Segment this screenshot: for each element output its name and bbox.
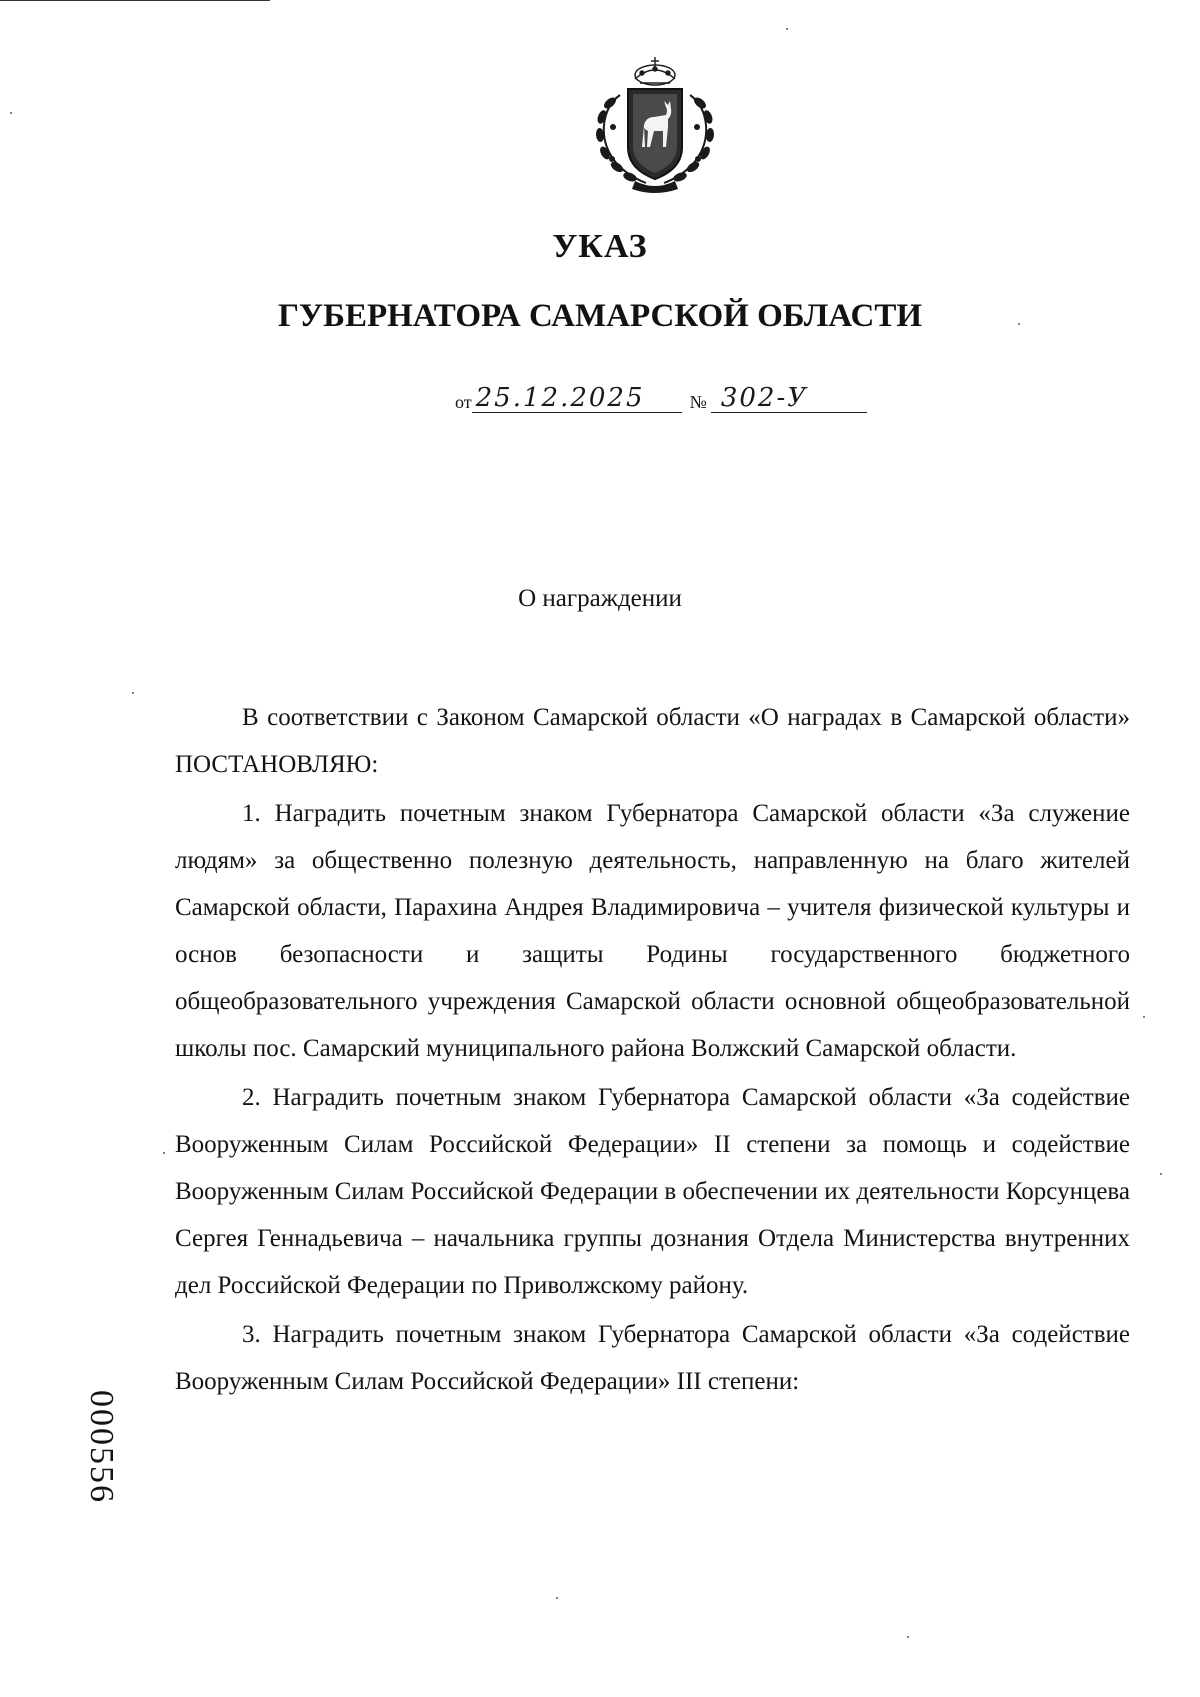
item-2-paragraph: 2. Наградить почетным знаком Губернатора Самарской области «За содействие Вооруженным Силам Российской Федерации» II степени за помощь и содействие Вооруженным Силам Российской Федерации в обеспечении их деятельности Корсунцева Сергея Геннадьевича – начальника группы дознания Отдела Министерства внутренних дел Российской Федерации по Приволжскому району.: [175, 1084, 1130, 1299]
document-type-title: УКАЗ: [552, 228, 648, 265]
scan-speck: [163, 1152, 165, 1154]
scan-speck: [10, 112, 12, 114]
scan-speck: [132, 692, 134, 694]
coat-of-arms-icon: [580, 55, 730, 195]
item-1-paragraph: 1. Наградить почетным знаком Губернатора Самарской области «За служение людям» за общественно полезную деятельность, направленную на благо жителей Самарской области, Парахина Андрея Владимировича – учителя физической культуры и основ безопасности и защиты Родины государственного бюджетного общеобразовательного учреждения Самарской области основной общеобразовательной школы пос. Самарский муниципального района Волжский Самарской области.: [175, 800, 1130, 1062]
scan-speck: [556, 1597, 558, 1599]
decree-body: [175, 694, 1130, 1407]
issuer-title: ГУБЕРНАТОРА САМАРСКОЙ ОБЛАСТИ: [277, 298, 923, 334]
scan-edge-line: [0, 0, 270, 1]
item-3-paragraph: 3. Наградить почетным знаком Губернатора Самарской области «За содействие Вооруженным Силам Российской Федерации» III степени:: [175, 1321, 1130, 1395]
scan-speck: [1143, 1016, 1145, 1018]
number-sign: №: [689, 392, 707, 412]
date-number-line: [455, 384, 867, 413]
date-prefix: от: [455, 392, 472, 412]
preamble-paragraph: В соответствии с Законом Самарской области «О наградах в Самарской области» ПОСТАНОВЛЯЮ:: [175, 704, 1130, 778]
decree-number: 302-У: [711, 384, 867, 413]
decree-subject: О награждении: [518, 585, 682, 612]
scan-speck: [1160, 1173, 1162, 1175]
scan-speck: [1018, 323, 1020, 325]
decree-date: 25.12.2025: [472, 384, 682, 413]
scan-speck: [907, 1636, 909, 1638]
serial-number-stamp: 000556: [83, 1390, 120, 1504]
scan-speck: [786, 28, 788, 30]
